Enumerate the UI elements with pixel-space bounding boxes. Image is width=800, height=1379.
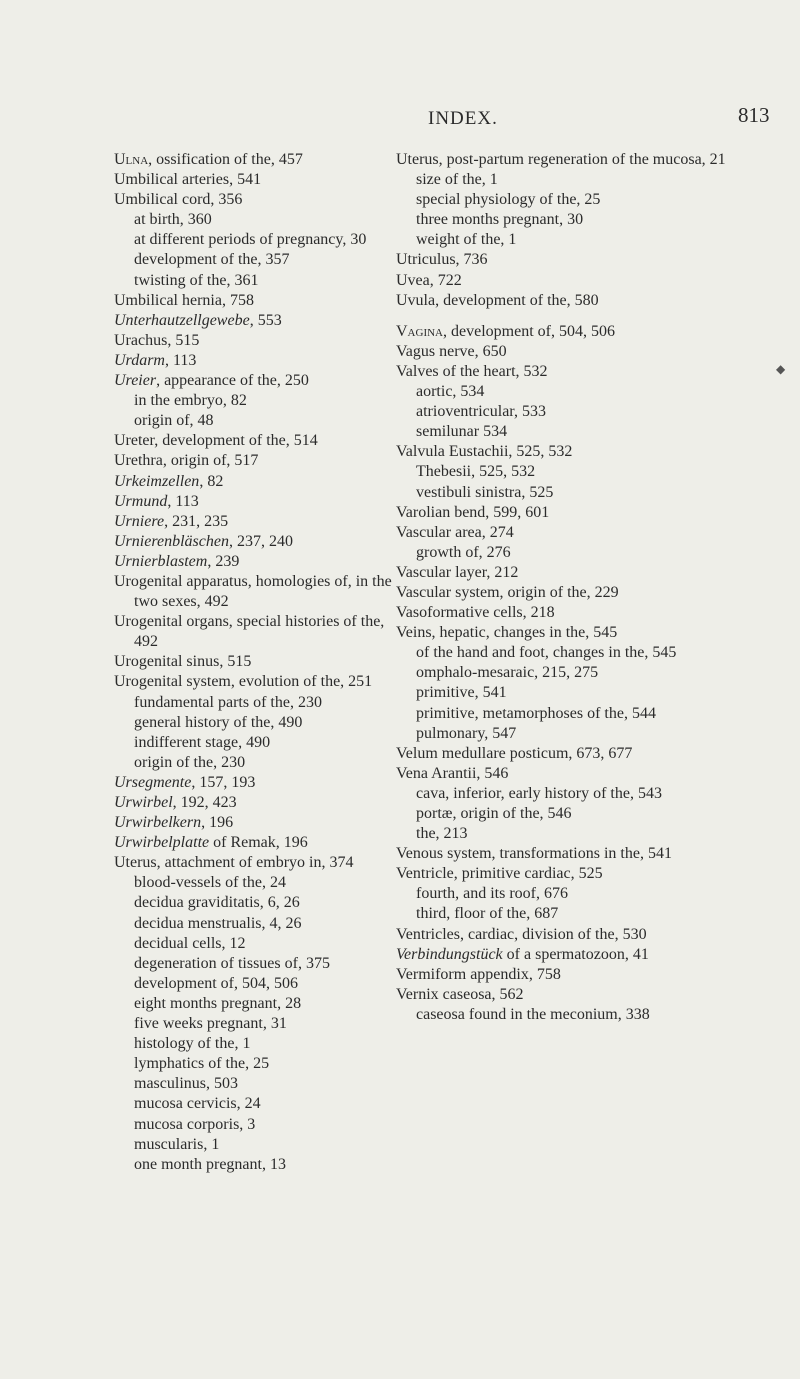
index-subentry: the, 213	[416, 825, 468, 843]
index-entry: Vagus nerve, 650	[396, 342, 507, 360]
index-subentry: pulmonary, 547	[416, 724, 517, 742]
index-entry: Ursegmente, 157, 193	[114, 773, 256, 791]
index-entry: Vascular area, 274	[396, 523, 514, 541]
index-entry: Vascular layer, 212	[396, 563, 519, 581]
index-entry: Urwirbel, 192, 423	[114, 794, 237, 811]
index-subentry: size of the, 1	[416, 171, 498, 189]
index-entry: Umbilical hernia, 758	[114, 291, 254, 309]
index-entry: Venous system, transformations in the, 541	[396, 845, 672, 863]
index-entry: Vernix caseosa, 562	[396, 985, 524, 1003]
index-subentry: decidua graviditatis, 6, 26	[134, 894, 300, 912]
index-entry: Velum medullare posticum, 673, 677	[396, 744, 633, 762]
index-entry: Urkeimzellen, 82	[114, 472, 224, 490]
index-subentry: third, floor of the, 687	[416, 905, 559, 923]
index-subentry: indifferent stage, 490	[134, 733, 271, 751]
index-subentries	[396, 643, 732, 743]
index-subentry: histology of the, 1	[134, 1035, 251, 1053]
index-entry: Urmund, 113	[114, 492, 199, 510]
index-subentry: of the hand and foot, changes in the, 545	[416, 644, 677, 662]
index-subentry: mucosa cervicis, 24	[134, 1095, 261, 1113]
index-subentry: primitive, 541	[416, 684, 507, 702]
index-entry: Utriculus, 736	[396, 251, 488, 269]
index-entry: Urwirbelplatte of Remak, 196	[114, 834, 308, 852]
index-subentry: five weeks pregnant, 31	[134, 1015, 287, 1033]
index-entry: Unterhautzellgewebe, 553	[114, 311, 282, 329]
index-subentry: weight of the, 1	[416, 231, 517, 249]
right-column	[396, 150, 732, 1025]
index-subentries	[396, 884, 732, 924]
index-entry: Ulna, ossification of the, 457	[114, 151, 303, 168]
index-subentries	[396, 170, 732, 250]
index-entry: Urwirbelkern, 196	[114, 814, 234, 832]
index-subentries	[396, 462, 732, 502]
index-subentry: in the embryo, 82	[134, 392, 247, 410]
index-entry: Umbilical arteries, 541	[114, 171, 262, 189]
index-subentry: omphalo-mesaraic, 215, 275	[416, 664, 599, 682]
index-subentry: semilunar 534	[416, 423, 508, 441]
index-subentry: three months pregnant, 30	[416, 211, 584, 229]
index-entry: Urogenital organs, special histories of the, 492	[114, 613, 385, 651]
index-subentry: vestibuli sinistra, 525	[416, 483, 554, 501]
index-subentries	[396, 543, 732, 563]
index-subentry: masculinus, 503	[134, 1075, 238, 1093]
page-number: 813	[738, 103, 770, 127]
index-subentry: fourth, and its roof, 676	[416, 885, 568, 903]
index-subentry: muscularis, 1	[134, 1135, 220, 1153]
index-entry: Vasoformative cells, 218	[396, 604, 555, 622]
index-subentry: blood-vessels of the, 24	[134, 874, 286, 892]
index-subentry: fundamental parts of the, 230	[134, 693, 322, 711]
index-subentries	[114, 873, 394, 1174]
index-subentries	[114, 391, 394, 431]
index-subentry: general history of the, 490	[134, 713, 303, 731]
index-subentry: degeneration of tissues of, 375	[134, 954, 330, 972]
index-subentry: origin of the, 230	[134, 753, 246, 771]
left-column	[114, 150, 394, 1175]
index-entry: Vermiform appendix, 758	[396, 965, 561, 983]
index-entry: Uterus, attachment of embryo in, 374	[114, 854, 354, 872]
index-entry: Ureter, development of the, 514	[114, 432, 318, 450]
index-subentry: decidua menstrualis, 4, 26	[134, 914, 302, 932]
index-entry: Uvea, 722	[396, 271, 462, 289]
index-subentry: aortic, 534	[416, 383, 485, 401]
index-entry: Urogenital apparatus, homologies of, in the two sexes, 492	[114, 572, 392, 611]
index-subentry: portæ, origin of the, 546	[416, 805, 572, 822]
index-entry: Vascular system, origin of the, 229	[396, 583, 619, 601]
index-entry: Urogenital sinus, 515	[114, 653, 252, 671]
index-entry: Ventricles, cardiac, division of the, 530	[396, 925, 647, 943]
index-entry: Vena Arantii, 546	[396, 764, 509, 782]
index-subentry: origin of, 48	[134, 412, 214, 430]
index-subentry: one month pregnant, 13	[134, 1155, 286, 1173]
index-subentry: twisting of the, 361	[134, 271, 259, 289]
index-subentry: growth of, 276	[416, 543, 511, 561]
index-subentries	[396, 382, 732, 442]
index-subentry: development of, 504, 506	[134, 974, 298, 992]
index-entry: Ventricle, primitive cardiac, 525	[396, 865, 603, 883]
index-entry: Verbindungstück of a spermatozoon, 41	[396, 945, 649, 963]
index-subentry: at birth, 360	[134, 211, 212, 229]
index-entry: Valvula Eustachii, 525, 532	[396, 443, 573, 461]
page-header-title: INDEX.	[428, 108, 498, 129]
index-subentries	[114, 210, 394, 290]
index-subentry: eight months pregnant, 28	[134, 994, 302, 1012]
index-entry: Uterus, post-partum regeneration of the mucosa, 21	[396, 151, 726, 168]
index-entry: Urethra, origin of, 517	[114, 452, 259, 470]
index-subentry: special physiology of the, 25	[416, 191, 601, 209]
index-entry: Urnierblastem, 239	[114, 552, 240, 570]
index-subentry: mucosa corporis, 3	[134, 1115, 256, 1133]
index-subentry: atrioventricular, 533	[416, 403, 546, 421]
index-entry: Umbilical cord, 356	[114, 191, 243, 209]
index-subentry: primitive, metamorphoses of the, 544	[416, 704, 656, 722]
index-subentry: decidual cells, 12	[134, 934, 246, 952]
index-entry: Urdarm, 113	[114, 351, 197, 369]
margin-mark-icon: ◆	[776, 362, 786, 376]
index-subentry: development of the, 357	[134, 251, 290, 269]
index-subentry: caseosa found in the meconium, 338	[416, 1005, 650, 1023]
index-subentries	[396, 1005, 732, 1025]
index-entry: Valves of the heart, 532	[396, 362, 548, 380]
index-entry: Urnierenbläschen, 237, 240	[114, 532, 293, 550]
index-subentry: cava, inferior, early history of the, 543	[416, 784, 662, 802]
index-entry: Varolian bend, 599, 601	[396, 503, 550, 521]
index-entry: Uvula, development of the, 580	[396, 291, 599, 309]
index-entry: Veins, hepatic, changes in the, 545	[396, 624, 618, 642]
index-subentries	[114, 693, 394, 773]
index-entry: Vagina, development of, 504, 506	[396, 322, 615, 340]
index-entry: Ureier, appearance of the, 250	[114, 372, 309, 390]
letter-gap	[396, 311, 732, 322]
index-entry: Urniere, 231, 235	[114, 512, 229, 530]
index-subentry: Thebesii, 525, 532	[416, 463, 536, 481]
index-subentry: lymphatics of the, 25	[134, 1055, 270, 1073]
index-subentries	[396, 784, 732, 844]
index-entry: Urogenital system, evolution of the, 251	[114, 673, 373, 691]
index-entry: Urachus, 515	[114, 331, 200, 349]
index-subentry: at different periods of pregnancy, 30	[134, 231, 367, 249]
